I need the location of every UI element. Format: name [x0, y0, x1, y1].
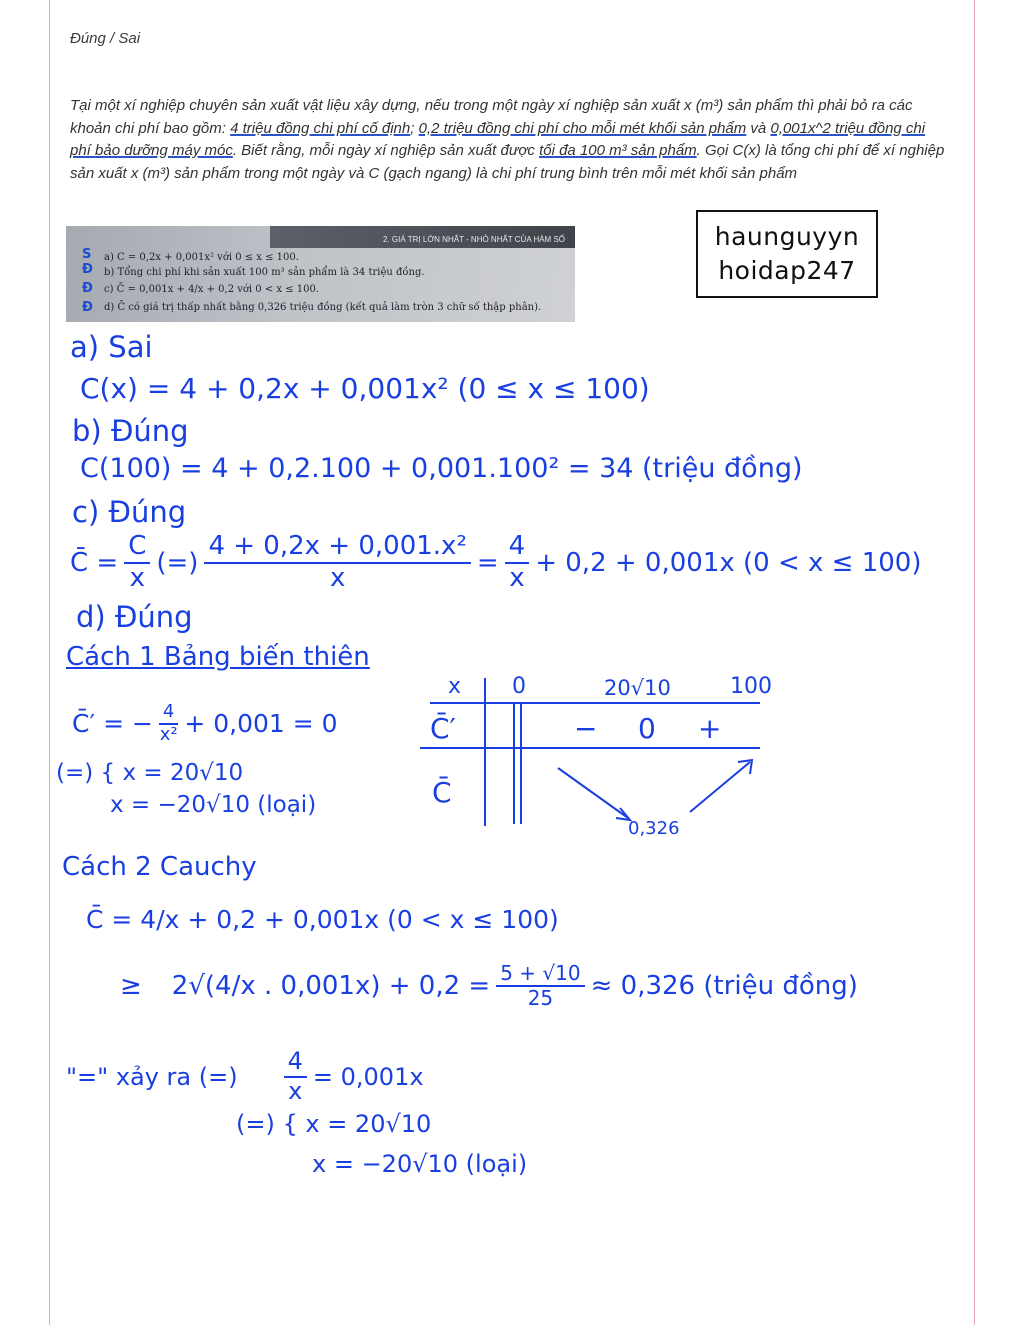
- problem-text-4: . Biết rằng, mỗi ngày xí nghiệp sản xuất được: [232, 142, 540, 159]
- cauchy-frac: [496, 962, 584, 1010]
- problem-underline-4: tối đa 100 m³ sản phẩm: [539, 142, 697, 159]
- photo-item-d: d) C̄ có giá trị thấp nhất bằng 0,326 triệu đồng (kết quả làm tròn 3 chữ số thập phân).: [104, 302, 542, 313]
- signature-box: [696, 210, 878, 298]
- part-b-title: b) Đúng: [72, 414, 189, 448]
- photo-item-c: c) C̄ = 0,001x + 4/x + 0,2 với 0 < x ≤ 100.: [104, 284, 320, 295]
- table-sign-plus: +: [698, 712, 722, 745]
- problem-underline-3: 0,001x^2 triệu đồng chi phí bảo dưỡng máy móc: [70, 119, 926, 159]
- c-frac-3-den: x: [509, 562, 525, 593]
- problem-text-2: ;: [410, 119, 419, 137]
- photo-banner: 2. GIÁ TRỊ LỚN NHẤT - NHỎ NHẤT CỦA HÀM SỐ: [270, 226, 575, 248]
- deriv-frac-den: x²: [159, 723, 178, 745]
- c-frac-1-den: x: [129, 562, 145, 593]
- equality-condition: [66, 1048, 424, 1105]
- cauchy-frac-num: 5 + √10: [496, 962, 584, 987]
- page-header: Đúng / Sai: [70, 30, 141, 47]
- left-margin-line: [49, 0, 50, 1325]
- signature-line-2: hoidap247: [718, 256, 856, 285]
- c-frac-1: [124, 532, 150, 594]
- right-margin-line: [974, 0, 975, 1325]
- problem-text-5: . Gọi C(x) là tổng chi phí để xí nghiệp sản xuất x (m³) sản phẩm trong một ngày và C (gạch ngang) là chi phí trung bình trên mỗi mét khối sản phẩm: [70, 142, 945, 182]
- table-sign-minus: −: [574, 712, 598, 745]
- photo-item-b: b) Tổng chi phí khi sản xuất 100 m³ sản phẩm là 34 triệu đồng.: [104, 267, 425, 278]
- c-frac-2-den: x: [329, 562, 346, 593]
- photo-mark-b: Đ: [82, 262, 93, 277]
- table-vline-2: [513, 704, 515, 824]
- table-x-mid: 20√10: [604, 676, 671, 700]
- cauchy-ge: ≥: [120, 971, 142, 1001]
- eq-label: "=" xảy ra (=): [66, 1062, 238, 1091]
- c-frac-2: [204, 532, 470, 594]
- c-frac-1-num: C: [124, 532, 150, 564]
- eq-frac: [284, 1048, 307, 1105]
- cauchy-sqrt: 2√(4/x . 0,001x) + 0,2 =: [171, 971, 491, 1001]
- part-c-title: c) Đúng: [72, 495, 187, 529]
- system2-line-2: x = −20√10 (loại): [312, 1150, 528, 1178]
- c-frac-2-num: 4 + 0,2x + 0,001.x²: [204, 532, 470, 564]
- table-hline-2: [420, 747, 760, 749]
- c-equals: =: [476, 547, 499, 578]
- deriv-lhs: C̄′ = −: [72, 709, 153, 739]
- cach2-title: Cách 2 Cauchy: [62, 852, 257, 882]
- textbook-photo: [66, 226, 575, 322]
- part-a-title: a) Sai: [70, 330, 153, 364]
- table-label-func: C̄: [432, 776, 452, 809]
- eq-frac-den: x: [288, 1076, 303, 1105]
- cauchy-line-2: [120, 962, 858, 1010]
- problem-underline-2: 0,2 triệu đồng chi phí cho mỗi mét khối sản phẩm: [418, 119, 747, 137]
- problem-underline-1: 4 triệu đồng chi phí cố định: [230, 119, 411, 137]
- system1-line-2: x = −20√10 (loại): [110, 792, 317, 818]
- eq-frac-num: 4: [284, 1048, 307, 1078]
- eq-rest: = 0,001x: [312, 1062, 424, 1091]
- deriv-rest: + 0,001 = 0: [184, 709, 338, 739]
- table-vline-3: [520, 704, 522, 824]
- c-lhs: C̄ =: [70, 547, 119, 578]
- cauchy-frac-den: 25: [527, 986, 554, 1010]
- system1-line-1: (=) { x = 20√10: [56, 760, 244, 786]
- c-frac-3-num: 4: [505, 532, 530, 564]
- arrow-up: [690, 762, 750, 812]
- table-sign-zero: 0: [638, 712, 656, 745]
- part-d-title: d) Đúng: [76, 600, 193, 634]
- table-x-100: 100: [730, 674, 772, 699]
- derivative-equation: [72, 702, 338, 745]
- part-b-formula: C(100) = 4 + 0,2.100 + 0,001.100² = 34 (triệu đồng): [80, 453, 803, 484]
- c-equiv: (=): [156, 547, 199, 578]
- photo-mark-c: Đ: [82, 281, 93, 296]
- problem-text-3: và: [746, 119, 771, 137]
- photo-mark-a: S: [82, 247, 92, 262]
- cauchy-approx: ≈ 0,326 (triệu đồng): [590, 971, 858, 1001]
- table-label-x: x: [448, 674, 462, 699]
- photo-mark-d: Đ: [82, 300, 93, 315]
- arrow-down: [558, 768, 628, 818]
- photo-item-a: a) C = 0,2x + 0,001x² với 0 ≤ x ≤ 100.: [104, 252, 299, 263]
- system2-line-1: (=) { x = 20√10: [236, 1110, 432, 1138]
- table-vline-1: [484, 678, 486, 826]
- cauchy-line-1: C̄ = 4/x + 0,2 + 0,001x (0 < x ≤ 100): [86, 905, 559, 934]
- problem-statement: [70, 95, 950, 185]
- signature-line-1: haunguyyn: [714, 222, 860, 251]
- table-x-0: 0: [512, 674, 526, 699]
- c-rest: + 0,2 + 0,001x (0 < x ≤ 100): [535, 547, 922, 578]
- part-c-formula: [70, 532, 922, 594]
- deriv-frac: [159, 702, 178, 745]
- part-a-formula: C(x) = 4 + 0,2x + 0,001x² (0 ≤ x ≤ 100): [80, 372, 650, 405]
- table-label-deriv: C̄′: [430, 712, 456, 745]
- cach1-title: Cách 1 Bảng biến thiên: [66, 642, 370, 672]
- table-min-value: 0,326: [628, 818, 680, 839]
- c-frac-3: [505, 532, 530, 594]
- deriv-frac-num: 4: [159, 702, 178, 725]
- table-hline-1: [430, 702, 760, 704]
- problem-text-1: Tại một xí nghiệp chuyên sản xuất vật liệu xây dựng, nếu trong một ngày xí nghiệp sản xuất x (m³) sản phẩm thì phải bỏ ra các khoản chi phí bao gồm:: [70, 97, 913, 137]
